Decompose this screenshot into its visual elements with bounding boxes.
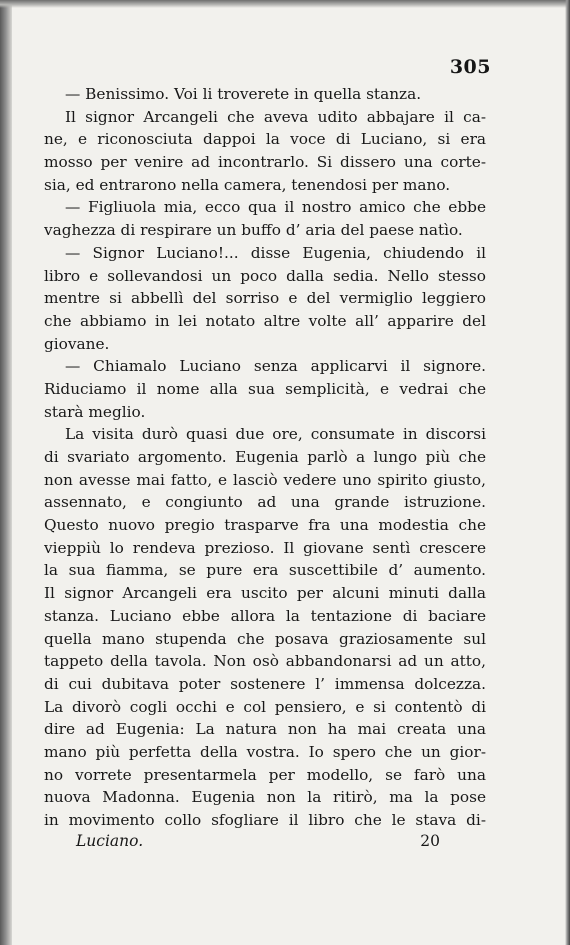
text-line: dire ad Eugenia: La natura non ha mai creata una	[44, 720, 486, 739]
text-line: giovane.	[44, 334, 110, 353]
top-edge-shadow	[0, 0, 570, 8]
text-line: tappeto della tavola. Non osò abbandonarsi ad un atto,	[44, 652, 486, 671]
body-text	[44, 83, 486, 832]
text-line: quella mano stupenda che posava graziosamente sul	[44, 629, 486, 648]
text-line: Questo nuovo pregio trasparve fra una modestia che	[44, 516, 486, 535]
text-line: stanza. Luciano ebbe allora la tentazione di baciare	[44, 606, 486, 625]
text-line: Riduciamo il nome alla sua semplicità, e vedrai che	[44, 379, 486, 398]
text-line: starà meglio.	[44, 402, 146, 421]
text-line: no vorrete presentarmela per modello, se farò una	[44, 765, 486, 784]
text-line: assennato, e congiunto ad una grande istruzione.	[44, 493, 486, 512]
text-line: vieppiù lo rendeva prezioso. Il giovane sentì crescere	[44, 538, 486, 557]
text-line: — Signor Luciano!... disse Eugenia, chiudendo il	[65, 243, 486, 262]
text-line: nuova Madonna. Eugenia non la ritirò, ma la pose	[44, 788, 486, 807]
text-line: ne, e riconosciuta dappoi la voce di Luciano, si era	[44, 130, 486, 149]
text-line: La divorò cogli occhi e col pensiero, e si contentò di	[44, 697, 486, 716]
text-line: La visita durò quasi due ore, consumate in discorsi	[65, 425, 486, 444]
text-line: sia, ed entrarono nella camera, tenendosi per mano.	[44, 175, 451, 194]
text-line: mano più perfetta della vostra. Io spero che un gior-	[44, 742, 486, 761]
sheet-number: 20	[420, 832, 440, 850]
text-line: di svariato argomento. Eugenia parlò a lungo più che	[44, 448, 486, 466]
text-line: libro e sollevandosi un poco dalla sedia. Nello stesso	[44, 266, 486, 285]
text-line: vaghezza di respirare un buffo d’ aria del paese natìo.	[44, 221, 463, 240]
text-line: mentre si abbellì del sorriso e del vermiglio leggiero	[44, 289, 486, 308]
text-line: mosso per venire ad incontrarlo. Si dissero una corte-	[44, 153, 486, 172]
text-line: — Chiamalo Luciano senza applicarvi il signore.	[65, 357, 486, 376]
text-line: Il signor Arcangeli che aveva udito abbajare il ca-	[65, 107, 486, 126]
text-line: che abbiamo in lei notato altre volte all’ apparire del	[44, 311, 486, 330]
right-edge-shadow	[565, 0, 570, 945]
page-footer	[44, 832, 486, 856]
binding-shadow	[0, 0, 12, 945]
text-line: — Benissimo. Voi li troverete in quella stanza.	[65, 85, 422, 103]
text-line: la sua fiamma, se pure era suscettibile d’ aumento.	[44, 561, 486, 580]
text-line: non avesse mai fatto, e lasciò vedere uno spirito giusto,	[44, 470, 486, 489]
text-line: di cui dubitava poter sostenere l’ immensa dolcezza.	[44, 674, 486, 693]
page-number: 305	[449, 56, 491, 78]
text-line: — Figliuola mia, ecco qua il nostro amico che ebbe	[65, 198, 486, 217]
text-line: Il signor Arcangeli era uscito per alcuni minuti dalla	[44, 584, 486, 603]
text-line: in movimento collo sfogliare il libro che le stava di-	[44, 811, 486, 829]
signature-mark: Luciano.	[76, 832, 144, 850]
